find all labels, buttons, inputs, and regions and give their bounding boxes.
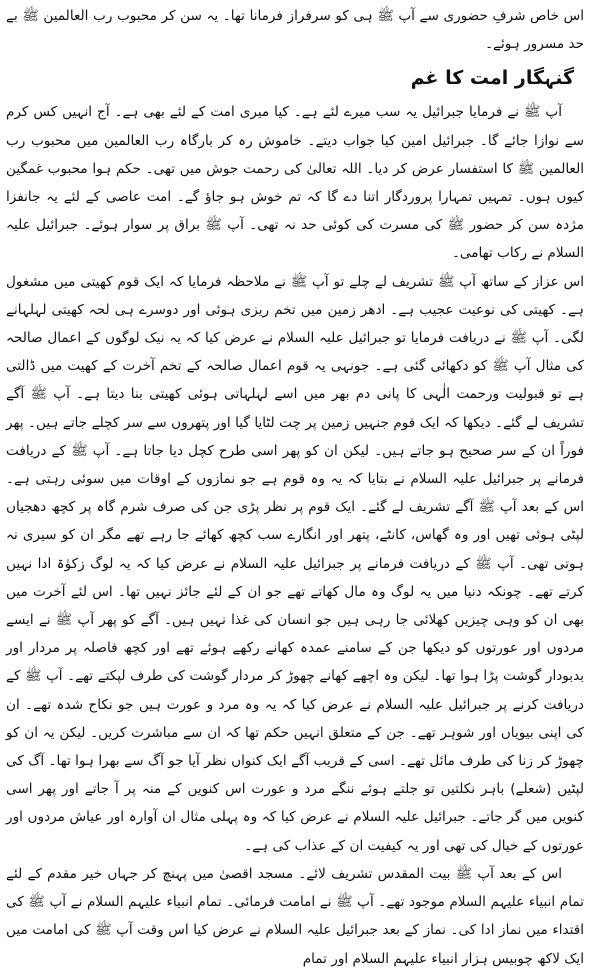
- paragraph-ummah: آپ ﷺ نے فرمایا جبرائیل یہ سب میرے لئے ہے۔ کیا میری امت کے لئے بھی ہے۔ آج انہیں کس کرم سے نوازا جائے گا۔ جبرائیل امین کیا جواب دیتے۔ خاموش رہ کر بارگاہ رب العالمین میں محبوب رب العالمین ﷺ کا استفسار عرض کر دیا۔ اللہ تعالیٰ کی رحمت جوش میں تھی۔ حکم ہوا محبوب غمگین کیوں ہوں۔ تمہیں تمہارا پروردگار اتنا دے گا کہ تم خوش ہو جاؤ گے۔ امت عاصی کے لئے یہ جانفزا مژدہ سن کر حضور ﷺ کی مسرت کی کوئی حد نہ تھی۔ آپ ﷺ براق پر سوار ہوئے۔ جبرائیل علیہ السلام نے رکاب تھامی۔: [6, 104, 584, 262]
- opening-paragraph: اس خاص شرفِ حضوری سے آپ ﷺ ہی کو سرفراز فرمانا تھا۔ یہ سن کر محبوب رب العالمین ﷺ بے حد مسرور ہوئے۔: [6, 8, 584, 53]
- paragraph-bait-ul-muqaddas: اس کے بعد آپ ﷺ بیت المقدس تشریف لائے۔ مسجد اقصیٰ میں پہنچ کر جہاں خیر مقدم کے لئے تمام انبیاء علیہم السلام موجود تھے۔ آپ ﷺ نے امامت فرمائی۔ تمام انبیاء علیہم السلام نے آپ ﷺ کی اقتداء میں نماز ادا کی۔ نماز کے بعد جبرائیل علیہ السلام نے عرض کیا اس وقت آپ ﷺ کی امامت میں ایک لاکھ چوبیس ہزار انبیاء علیہم السلام اور تمام: [6, 865, 584, 967]
- section-heading: گنہگار امت کا غم: [410, 67, 574, 90]
- paragraph-journey: اس عزاز کے ساتھ آپ ﷺ تشریف لے چلے تو آپ ﷺ نے ملاحظہ فرمایا کہ ایک قوم کھیتی میں مشغول ہے۔ کھیتی کی نوعیت عجیب ہے۔ ادھر زمین میں تخم ریزی ہوئی اور دوسرے ہی لحہ کھیتی لہلہانے لگی۔ آپ ﷺ نے دریافت فرمایا تو جبرائیل علیہ السلام نے عرض کیا کہ یہ نیک لوگوں کے اعمال صالحہ کی مثال آپ ﷺ کو دکھائی گئی ہے۔ جونہی یہ قوم اعمال صالحہ کے تخم آخرت کے کھیت میں ڈالتی ہے تو قبولیت ورحمت الٰہی کا پانی دم بھر میں اسے لہلہاتی ہوئی کھیتی بنا دیتا ہے۔ آپ ﷺ آگے تشریف لے گئے۔ دیکھا کہ ایک قوم جنہیں زمین پر چت لٹایا گیا اور پتھروں سے سر کچلے جاتے ہیں۔ پھر فوراً ان کے سر صحیح ہو جاتے ہیں۔ لیکن ان کو پھر اسی طرح کچل دیا جاتا ہے۔ آپ ﷺ کے دریافت فرمانے پر جبرائیل علیہ السلام نے بتایا کہ یہ وہ قوم ہے جو نمازوں کے اوقات میں سوئی رہتی ہے۔ اس کے بعد آپ ﷺ آگے تشریف لے گئے۔ ایک قوم پر نظر پڑی جن کی صرف شرم گاہ پر کچھ دھجیاں لپٹی ہوئی تھیں اور وہ گھاس، کانٹے، پتھر اور انگارے سب کچھ کھائے جا رہے تھے مگر ان کو سیری نہ ہوتی تھی۔ آپ ﷺ کے دریافت فرمانے پر جبرائیل علیہ السلام نے عرض کیا کہ یہ لوگ زکوٰۃ ادا نہیں کرتے تھے۔ چونکہ دنیا میں یہ لوگ وہ مال کھاتے تھے جو ان کے لئے جائز نہیں تھا۔ اس لئے آخرت میں بھی ان کو وہی چیزیں کھلائی جا رہی ہیں جو انسان کی غذا نہیں ہیں۔ آگے کو پھر آپ ﷺ نے ایسے مردوں اور عورتوں کو دیکھا جن کے سامنے عمدہ کھانے رکھے ہوئے تھے اور کچھ فاصلہ پر مردار اور بدبودار گوشت پڑا ہوا تھا۔ لیکن وہ اچھے کھانے چھوڑ کر مردار گوشت کی طرف لپکتے تھے۔ آپ ﷺ کے دریافت کرنے پر جبرائیل علیہ السلام نے عرض کیا کہ یہ وہ مرد و عورت ہیں جو نکاح شدہ تھے۔ ان کی اپنی بیویاں اور شوہر تھے۔ جن کے متعلق انہیں حکم تھا کہ ان سے مباشرت کریں۔ لیکن یہ ان کو چھوڑ کر زنا کی طرف مائل تھے۔ اسی کے قریب آگے ایک کنواں نظر آیا جو آگ سے بھرا ہوا تھا۔ آگ کی لپٹیں (شعلے) باہر نکلتیں تو جلتے ہوئے ننگے مرد و عورت اس کنویں کے منہ پر آ جاتے اور پھر اسی کنویں میں گر جاتے۔ جبرائیل علیہ السلام نے عرض کیا کہ وہ پہلی مثال ان آوارہ اور عیاش مردوں اور عورتوں کے خیال کی تھی اور یہ کیفیت ان کے عذاب کی ہے۔: [6, 273, 584, 854]
